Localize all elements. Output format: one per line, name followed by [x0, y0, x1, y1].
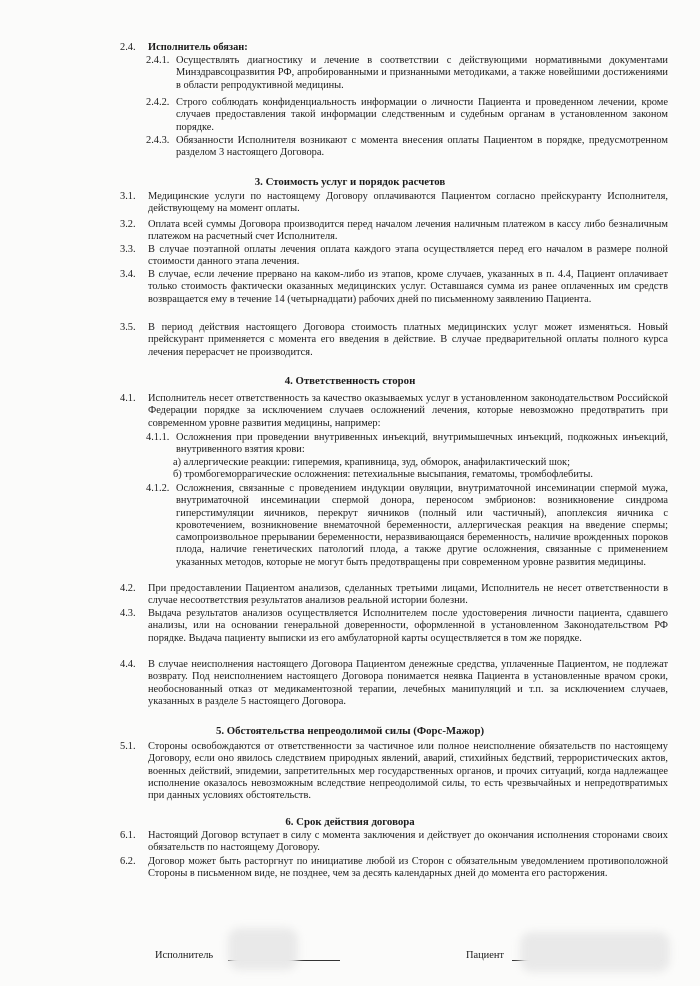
section-2-4-title: Исполнитель обязан: [148, 42, 248, 53]
clause-number: 2.4.2. [146, 97, 170, 108]
clause-text: В случае неисполнения настоящего Договора Пациентом денежные средства, уплаченные Пациентом, не подлежат возврату. Под неисполнением настоящего Договора понимается неявка Пациента в установленные врачом сроки, необоснованный отказ от медикаментозной терапии, лечебных манипуляций и т.п. за исключением случаев, указанных в разделе 5 настоящего Договора. [148, 659, 668, 707]
section-6-heading: 6. Срок действия договора [285, 816, 415, 828]
section-4-heading: 4. Ответственность сторон [284, 375, 416, 387]
clause-text: Оплата всей суммы Договора производится перед началом лечения наличным платежом в кассу либо безналичным платежом на расчетный счет Исполнителя. [148, 219, 668, 243]
clause-number: 4.2. [120, 583, 136, 594]
clause-number: 3.3. [120, 244, 136, 255]
clause-number: 4.1.2. [146, 483, 170, 494]
clause-text: В случае, если лечение прервано на каком-либо из этапов, кроме случаев, указанных в п. 4.4, Пациент оплачивает только стоимость фактически оказанных медицинских услуг. Оставшаяся сумма из ранее оплаченных им средств возвращается ему в течение 14 (четырнадцати) рабочих дней по письменному заявлению Пациента. [148, 269, 668, 305]
patient-signature-label: Пациент [466, 950, 504, 961]
section-2-4-number: 2.4. [120, 42, 136, 53]
redacted-signature [228, 928, 298, 970]
clause-text: Обязанности Исполнителя возникают с момента внесения оплаты Пациентом в порядке, предусмотренном разделом 3 настоящего Договора. [176, 135, 668, 159]
clause-number: 2.4.3. [146, 135, 170, 146]
clause-subitem-b: б) тромбогеморрагические осложнения: петехиальные высыпания, гематомы, тромбофлебиты. [173, 469, 594, 480]
clause-number: 2.4.1. [146, 55, 170, 66]
clause-text: Осуществлять диагностику и лечение в соответствии с действующими нормативными документами Минздравсоцразвития РФ, апробированными и признанными методиками, а также новейшими достижениями в области репродуктивной медицины. [176, 55, 668, 91]
clause-text: Исполнитель несет ответственность за качество оказываемых услуг в установленном законодательством Российской Федерации порядке за исключением случаев осложнений лечения, которые невозможно предотвратить при современном уровне развития медицины, например: [148, 393, 668, 429]
clause-number: 4.1. [120, 393, 136, 404]
clause-number: 6.1. [120, 830, 136, 841]
redacted-signature [520, 932, 670, 972]
clause-text: В период действия настоящего Договора стоимость платных медицинских услуг может изменяться. Новый прейскурант применяется с момента его введения в действие. В случае предварительной оплаты полного курса лечения перерасчет не производится. [148, 322, 668, 358]
clause-number: 4.4. [120, 659, 136, 670]
executor-signature-label: Исполнитель [155, 950, 214, 961]
clause-number: 6.2. [120, 856, 136, 867]
clause-number: 3.1. [120, 191, 136, 202]
clause-number: 3.4. [120, 269, 136, 280]
clause-number: 4.1.1. [146, 432, 170, 443]
clause-text: Выдача результатов анализов осуществляется Исполнителем после удостоверения личности пациента, сдавшего анализы, или на основании генеральной доверенности, оформленной в установленном Законодательством РФ порядке. Выдача пациенту выписки из его амбулаторной карты осуществляется в том же порядке. [148, 608, 668, 644]
clause-number: 5.1. [120, 741, 136, 752]
clause-text: Медицинские услуги по настоящему Договору оплачиваются Пациентом согласно прейскуранту Исполнителя, действующему на момент оплаты. [148, 191, 668, 215]
clause-number: 3.5. [120, 322, 136, 333]
clause-text: При предоставлении Пациентом анализов, сделанных третьими лицами, Исполнитель не несет ответственности в случае несоответствия результатов анализов реальной истории болезни. [148, 583, 668, 607]
clause-text: Осложнения при проведении внутривенных инъекций, внутримышечных инъекций, подкожных инъекций, внутривенного взятия крови: [176, 432, 668, 456]
clause-subitem-a: а) аллергические реакции: гиперемия, крапивница, зуд, обморок, анафилактический шок; [173, 457, 570, 468]
clause-text: Осложнения, связанные с проведением индукции овуляции, внутриматочной инсеминации спермой мужа, внутриматочной инсеминации спермой донора, переносом эмбрионов: возникновение синдрома гиперстимуляции яичников, перекрут яичников (полный или частичный), апоплексия яичника с кровотечением, возникновение внематочной беременности, аллергическая реакция на введение спермы; самопроизвольное прерывании беременности, неразвивающаяся беременность, наличие врожденных пороков плода, наличие генетических патологий плода, а также другие осложнения, связанные с применением указанных методов, которые не могут быть предотвращены при современном уровне развития медицины. [176, 483, 668, 568]
section-3-heading: 3. Стоимость услуг и порядок расчетов [254, 176, 446, 188]
clause-number: 4.3. [120, 608, 136, 619]
clause-text: Договор может быть расторгнут по инициативе любой из Сторон с обязательным уведомлением противоположной Стороны в письменном виде, не позднее, чем за десять календарных дней до момента его расторжения. [148, 856, 668, 880]
clause-text: В случае поэтапной оплаты лечения оплата каждого этапа осуществляется перед его началом в размере полной стоимости данного этапа лечения. [148, 244, 668, 268]
section-5-heading: 5. Обстоятельства непреодолимой силы (Форс-Мажор) [215, 725, 485, 737]
clause-text: Настоящий Договор вступает в силу с момента заключения и действует до окончания исполнения сторонами своих обязательств по настоящему Договору. [148, 830, 668, 854]
clause-text: Строго соблюдать конфиденциальность информации о личности Пациента и проведенном лечении, кроме случаев предоставления такой информации следственным и судебным органам в установленном законом порядке. [176, 97, 668, 133]
clause-number: 3.2. [120, 219, 136, 230]
clause-text: Стороны освобождаются от ответственности за частичное или полное неисполнение обязательств по настоящему Договору, если оно явилось следствием природных явлений, аварий, стихийных бедствий, террористических актов, военных действий, эпидемии, запретительных мер государственных органов, и прочих ситуаций, когда надлежащее исполнение оказалось невозможным вследствие непреодолимой силы, то есть чрезвычайных и непредотвратимых при данных условиях обстоятельств. [148, 741, 668, 802]
